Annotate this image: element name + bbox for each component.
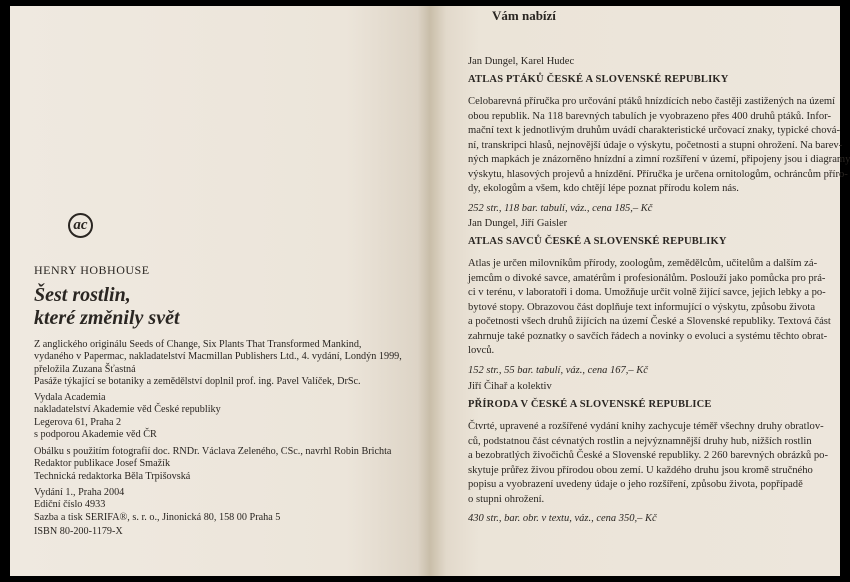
desc-line: obou republik. Na 118 barevných tabulích je vyobrazeno přes 400 druhů ptáků. Infor- — [468, 110, 832, 122]
publisher-line: Vydala Academia — [34, 392, 106, 403]
desc-line: ců, podstatnou část cévnatých rostlin a nejvýznamnější druhy hub, nižších rostlin — [468, 435, 812, 447]
desc-line: skytuje průřez živou přírodou obou zemí. U každého druhu jsou kromě stručného — [468, 464, 813, 476]
desc-line: Čtvrté, upravené a rozšířené vydání knihy zachycuje téměř všechny druhy obratlov- — [468, 421, 824, 432]
source-line: vydaného v Papermac, nakladatelství Macmillan Publishers Ltd., 4. vydání, Londýn 1999, — [34, 351, 402, 363]
title-line: Šest rostlin, — [34, 284, 131, 306]
entry-description — [468, 95, 850, 197]
desc-line: bytové stopy. Obrazovou část doplňuje text informující o výskytu, způsobu života — [468, 301, 816, 313]
publisher-info — [34, 392, 221, 441]
desc-line: výskytu, hlasových projevů a hnízdění. Příručka je určena ornitologům, ochráncům příro- — [468, 168, 848, 180]
book-author: HENRY HOBHOUSE — [34, 263, 150, 277]
entry-title: PŘÍRODA V ČESKÉ A SLOVENSKÉ REPUBLICE — [468, 399, 712, 410]
right-page — [430, 6, 850, 576]
book-entry — [468, 218, 838, 376]
edition-line: Vydání 1., Praha 2004 — [34, 487, 125, 498]
source-line: přeložila Zuzana Šťastná — [34, 363, 136, 375]
desc-line: popisu a vyobrazení uvedeny údaje o jeho rozšíření, způsobu života, popřípadě — [468, 479, 803, 490]
publisher-line: s podporou Akademie věd ČR — [34, 428, 157, 440]
desc-line: ci v terénu, v laboratoři i doma. Umožňuje určit volně žijící savce, jejich lebky a po- — [468, 287, 826, 298]
entry-price: 252 str., 118 bar. tabulí, váz., cena 185,– Kč — [468, 202, 653, 214]
desc-line: dy, ekologům a všem, kdo chtějí lépe poznat přírodu kolem nás. — [468, 183, 739, 194]
title-line: které změnily svět — [34, 307, 180, 329]
publisher-line: nakladatelství Akademie věd České republiky — [34, 404, 221, 416]
publisher-line: Legerova 61, Praha 2 — [34, 416, 122, 428]
left-page — [10, 6, 430, 576]
entry-title: ATLAS SAVCŮ ČESKÉ A SLOVENSKÉ REPUBLIKY — [468, 236, 727, 247]
desc-line: mační text k jednotlivým druhům uvádí charakteristické určovací znaky, typické chová- — [468, 125, 841, 136]
book-entry — [468, 56, 850, 214]
book-entry — [468, 381, 838, 524]
entry-title: ATLAS PTÁKŮ ČESKÉ A SLOVENSKÉ REPUBLIKY — [468, 74, 729, 85]
entry-authors: Jan Dungel, Karel Hudec — [468, 56, 575, 67]
credits-line: Obálku s použitím fotografií doc. RNDr. Václava Zeleného, CSc., navrhl Robin Brichta — [34, 446, 392, 457]
entry-description — [468, 257, 838, 359]
entry-price: 430 str., bar. obr. v textu, váz., cena 350,– Kč — [468, 513, 657, 524]
desc-line: o stupni ohrožení. — [468, 493, 545, 505]
credits-line: Technická redaktorka Běla Trpišovská — [34, 470, 191, 482]
entry-authors: Jiří Čihař a kolektiv — [468, 381, 552, 392]
edition-info — [34, 487, 280, 524]
source-info — [34, 339, 402, 388]
entry-authors: Jan Dungel, Jiří Gaisler — [468, 218, 568, 229]
desc-line: jemcům o divoké savce, amatérům i profesionálům. Poslouží jako pomůcka pro prá- — [468, 272, 826, 284]
source-line: Pasáže týkající se botaniky a zemědělství doplnil prof. ing. Pavel Valíček, DrSc. — [34, 375, 361, 387]
entry-price: 152 str., 55 bar. tabulí, váz., cena 167,– Kč — [468, 364, 648, 376]
desc-line: a bezobratlých živočichů České a Slovenské republiky. 2 260 barevných obrázků po- — [468, 450, 828, 461]
desc-line: zahrnuje také poznatky o savčích řádech a novinky o evoluci a systému těchto obrat- — [468, 330, 828, 342]
desc-line: Celobarevná příručka pro určování ptáků hnízdících nebo častěji zastižených na území — [468, 96, 836, 107]
credits-line: Redaktor publikace Josef Smažík — [34, 458, 171, 470]
edition-line: Ediční číslo 4933 — [34, 499, 106, 511]
desc-line: lovců. — [468, 345, 495, 356]
desc-line: ní, transkripci hlasů, nejnovější údaje o výskytu, početnosti a stupni ohrožení. Na barev- — [468, 139, 843, 151]
source-line: Z anglického originálu Seeds of Change, Six Plants That Transformed Mankind, — [34, 339, 362, 350]
entry-description — [468, 420, 838, 507]
academia-logo: ac — [68, 213, 93, 238]
page-header: Vám nabízí — [492, 8, 556, 23]
desc-line: Atlas je určen milovníkům přírody, zoologům, zemědělcům, učitelům a dalším zá- — [468, 258, 818, 269]
isbn: ISBN 80-200-1179-X — [34, 526, 123, 537]
edition-line: Sazba a tisk SERIFA®, s. r. o., Jinonická 80, 158 00 Praha 5 — [34, 511, 281, 523]
credits-info — [34, 446, 391, 483]
desc-line: ných mapkách je znázorněno hnízdní a zimní rozšíření v území, připojeny jsou i diagramy — [468, 154, 850, 165]
book-title — [34, 284, 180, 330]
desc-line: a početnosti všech druhů žijících na území České a Slovenské republiky. Textová část — [468, 316, 831, 327]
